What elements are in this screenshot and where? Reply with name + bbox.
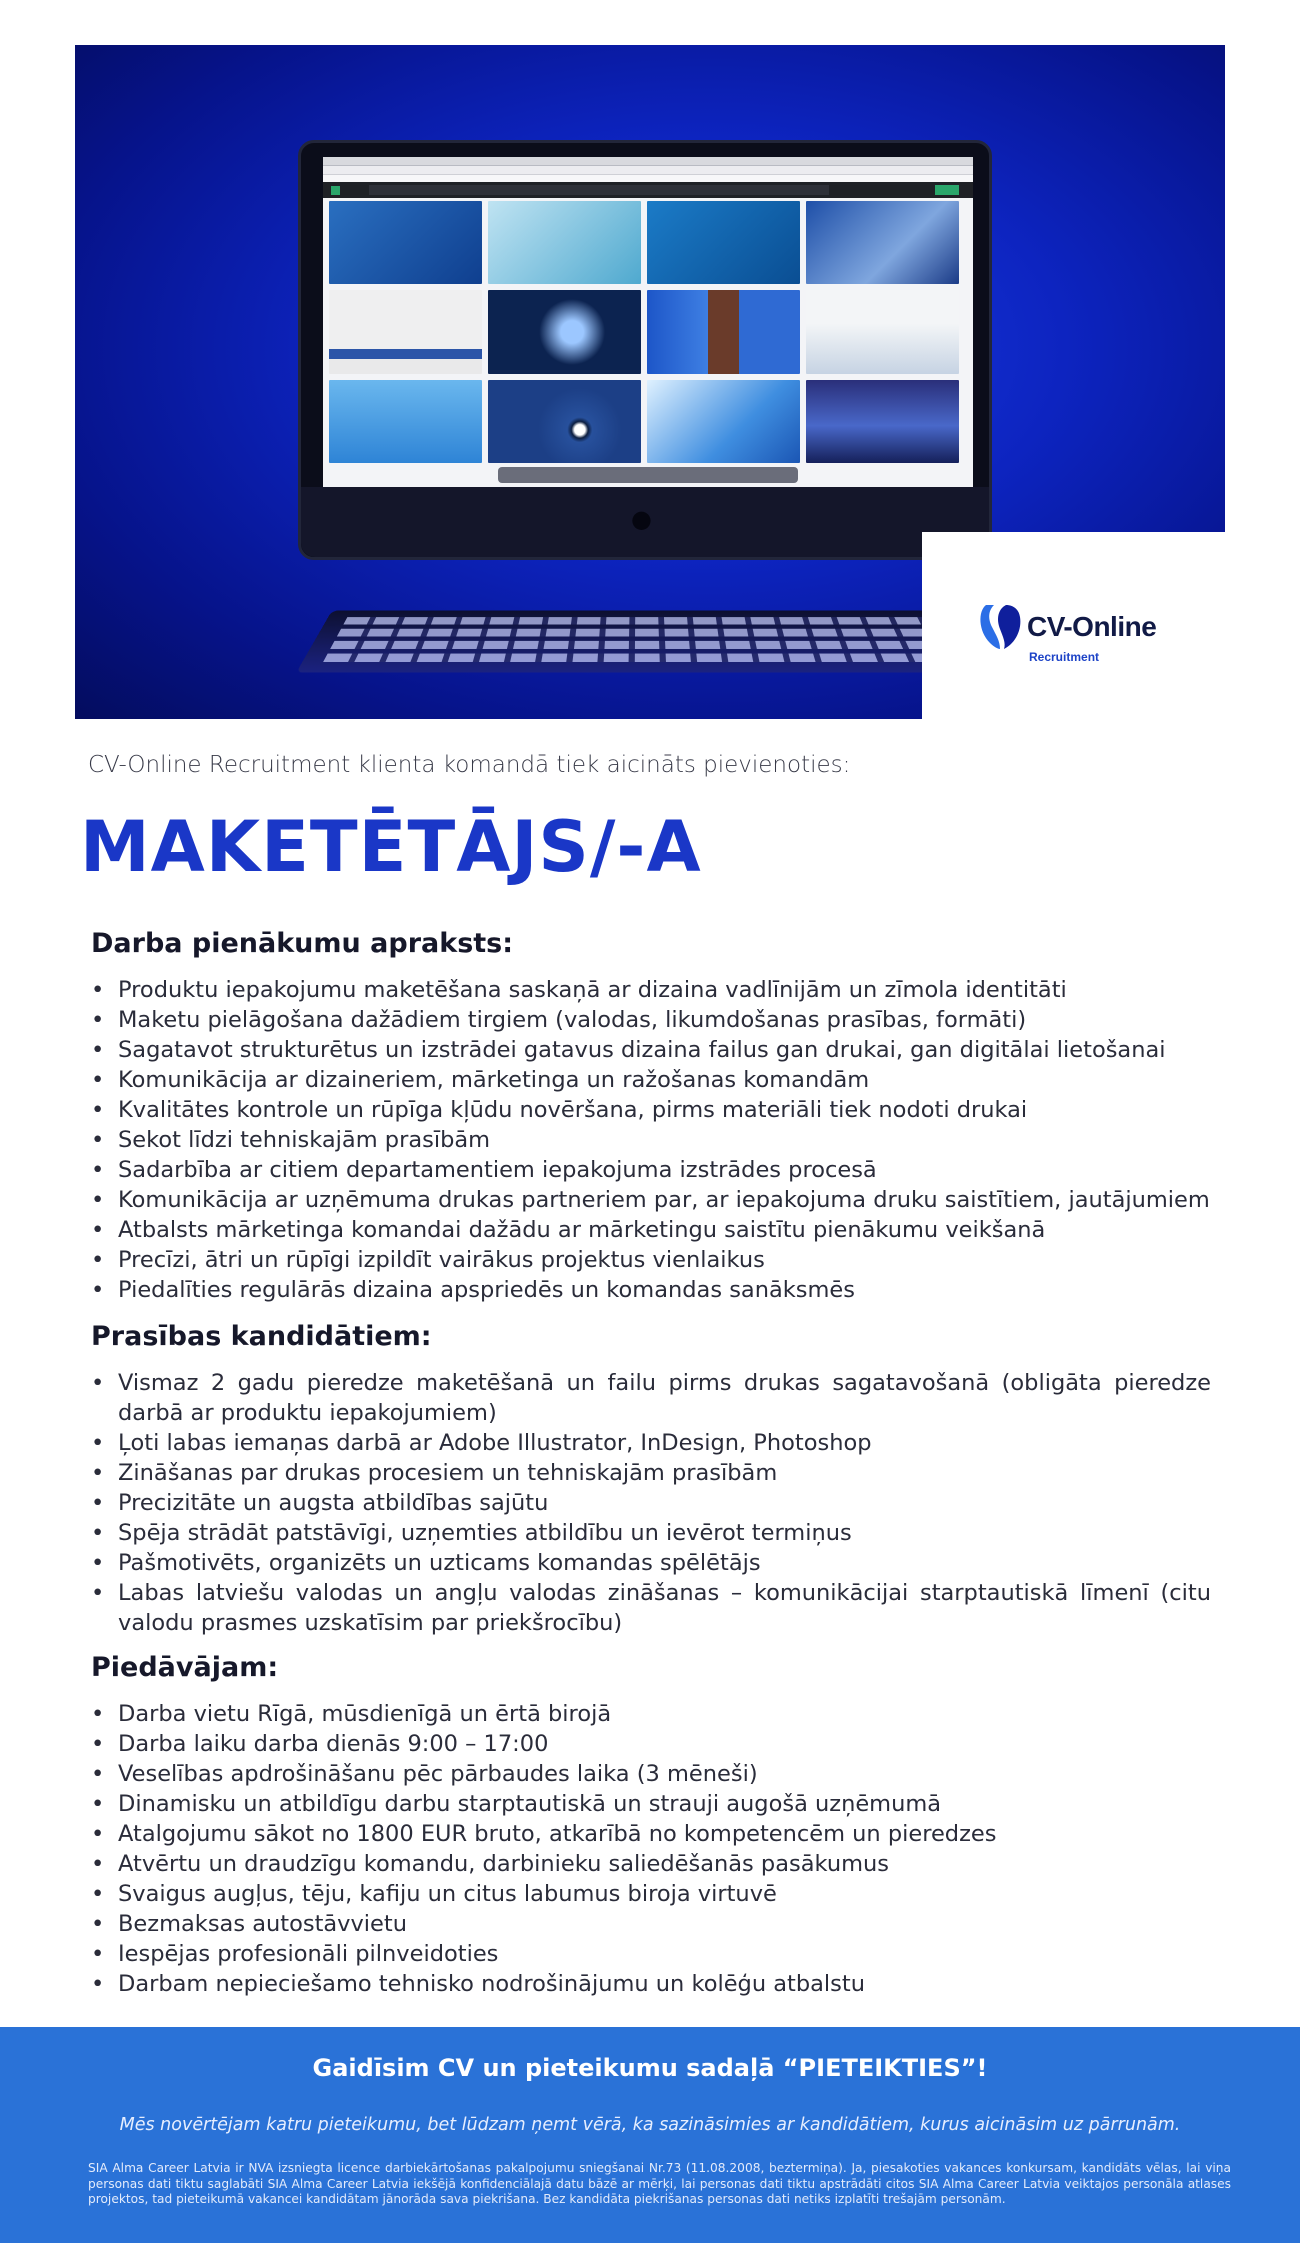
list-item: • Atalgojumu sākot no 1800 EUR bruto, atkarībā no kompetencēm un pieredzes: [91, 1819, 1211, 1849]
intro-text: CV-Online Recruitment klienta komandā tiek aicināts pievienoties:: [88, 752, 851, 778]
photo-thumbnail: [806, 290, 959, 373]
list-item: • Darbam nepieciešamo tehnisko nodrošinājumu un kolēģu atbalstu: [91, 1969, 1211, 1999]
duties-list: [91, 975, 1211, 1305]
list-item: • Piedalīties regulārās dizaina apspriedēs un komandas sanāksmēs: [91, 1275, 1211, 1305]
list-item: • Kvalitātes kontrole un rūpīga kļūdu novēršana, pirms materiāli tiek nodoti drukai: [91, 1095, 1211, 1125]
list-item: • Darba laiku darba dienās 9:00 – 17:00: [91, 1729, 1211, 1759]
photo-thumbnail: [647, 201, 800, 284]
list-item: • Sadarbība ar citiem departamentiem iepakojuma izstrādes procesā: [91, 1155, 1211, 1185]
website-logo-icon: [331, 186, 340, 195]
photo-thumbnail: [329, 201, 482, 284]
website-join-button: [935, 185, 959, 195]
list-item: • Precīzi, ātri un rūpīgi izpildīt vairākus projektus vienlaikus: [91, 1245, 1211, 1275]
list-item: • Maketu pielāgošana dažādiem tirgiem (valodas, likumdošanas prasības, formāti): [91, 1005, 1211, 1035]
photo-thumbnail: [329, 290, 482, 373]
website-search: [369, 185, 829, 195]
company-logo: [922, 532, 1225, 719]
footer-note: Mēs novērtējam katru pieteikumu, bet lūdzam ņemt vērā, ka sazināsimies ar kandidātiem, kurus aicināsim uz pārrunām.: [119, 2115, 1181, 2135]
list-item: • Atbalsts mārketinga komandai dažādu ar mārketingu saistītu pienākumu veikšanā: [91, 1215, 1211, 1245]
photo-thumbnail: [329, 380, 482, 463]
photo-thumbnail: [806, 380, 959, 463]
list-item: • Spēja strādāt patstāvīgi, uzņemties atbildību un ievērot termiņus: [91, 1518, 1211, 1548]
requirements-list: [91, 1368, 1211, 1638]
photo-thumbnail: [647, 290, 800, 373]
photo-thumbnail: [806, 201, 959, 284]
list-item: • Darba vietu Rīgā, mūsdienīgā un ērtā birojā: [91, 1699, 1211, 1729]
job-title: MAKETĒTĀJS/-A: [80, 806, 702, 888]
list-item: • Iespējas profesionāli pilnveidoties: [91, 1939, 1211, 1969]
logo-wordmark: CV-Online: [1027, 611, 1157, 642]
browser-url-bar: [323, 166, 973, 175]
list-item: • Veselības apdrošināšanu pēc pārbaudes laika (3 mēneši): [91, 1759, 1211, 1789]
app-dock: [498, 467, 798, 483]
photo-thumbnail: [647, 380, 800, 463]
photo-grid: [329, 201, 959, 463]
keyboard-row: [337, 629, 943, 637]
list-item: • Precizitāte un augsta atbildības sajūtu: [91, 1488, 1211, 1518]
keyboard-row: [343, 617, 936, 624]
list-item: • Bezmaksas autostāvvietu: [91, 1909, 1211, 1939]
list-item: • Vismaz 2 gadu pieredze maketēšanā un failu pirms drukas sagatavošanā (obligāta pieredze darbā ar produktu iepakojumiem): [91, 1368, 1211, 1428]
footer-banner: [0, 2027, 1300, 2243]
list-item: • Sagatavot strukturētus un izstrādei gatavus dizaina failus gan drukai, gan digitālai lietošanai: [91, 1035, 1211, 1065]
section-heading: Piedāvājam:: [91, 1652, 279, 1683]
keyboard-row: [323, 654, 957, 662]
list-item: • Svaigus augļus, tēju, kafiju un citus labumus biroja virtuvē: [91, 1879, 1211, 1909]
section-heading: Prasības kandidātiem:: [91, 1321, 432, 1352]
list-item: • Sekot līdzi tehniskajām prasībām: [91, 1125, 1211, 1155]
apply-call-to-action: Gaidīsim CV un pieteikumu sadaļā “PIETEIKTIES”!: [312, 2054, 988, 2082]
requirements-section: [91, 1321, 1211, 1638]
list-item: • Komunikācija ar uzņēmuma drukas partneriem par, ar iepakojuma druku saistītiem, jautājumiem: [91, 1185, 1211, 1215]
monitor-screen: [323, 157, 973, 487]
website-header: [323, 182, 973, 198]
list-item: • Pašmotivēts, organizēts un uzticams komandas spēlētājs: [91, 1548, 1211, 1578]
apple-logo-icon: ●: [631, 505, 652, 533]
monitor-chin: [301, 487, 989, 557]
browser-title-bar: [323, 175, 973, 182]
keyboard-row: [330, 641, 950, 649]
menu-bar: [323, 157, 973, 166]
photo-thumbnail: [488, 290, 641, 373]
keyboard-illustration: [296, 611, 984, 673]
section-heading: Darba pienākumu apraksts:: [91, 928, 514, 959]
offer-list: [91, 1699, 1211, 1999]
cv-online-logo-icon: [976, 601, 1024, 653]
computer-monitor-illustration: [298, 140, 992, 560]
legal-disclaimer: SIA Alma Career Latvia ir NVA izsniegta licence darbiekārtošanas pakalpojumu sniegšanai Nr.73 (11.08.2008, beztermiņa). Ja, piesakoties vakances konkursam, kandidāts vēlas, lai viņa personas dati tiktu saglabāti SIA Alma Career Latvia iekšējā konfidenciālajā datu bāzē ar mērķi, lai personas dati tiktu apstrādāti citos SIA Alma Career Latvia veiktajos personāla atlases projektos, tad pieteikumā vakancei kandidātam jānorāda sava piekrišana. Bez kandidāta piekrišanas personas dati netiks izplatīti trešajām personām.: [88, 2161, 1231, 2206]
list-item: • Produktu iepakojumu maketēšana saskaņā ar dizaina vadlīnijām un zīmola identitāti: [91, 975, 1211, 1005]
list-item: • Zināšanas par drukas procesiem un tehniskajām prasībām: [91, 1458, 1211, 1488]
duties-section: [91, 928, 1211, 1305]
photo-thumbnail: [488, 380, 641, 463]
list-item: • Atvērtu un draudzīgu komandu, darbinieku saliedēšanās pasākumus: [91, 1849, 1211, 1879]
list-item: • Ļoti labas iemaņas darbā ar Adobe Illustrator, InDesign, Photoshop: [91, 1428, 1211, 1458]
list-item: • Komunikācija ar dizaineriem, mārketinga un ražošanas komandām: [91, 1065, 1211, 1095]
offer-section: [91, 1652, 1211, 1999]
list-item: • Labas latviešu valodas un angļu valodas zināšanas – komunikācijai starptautiskā līmenī (citu valodu prasmes uzskatīsim par priekšrocību): [91, 1578, 1211, 1638]
list-item: • Dinamisku un atbildīgu darbu starptautiskā un strauji augošā uzņēmumā: [91, 1789, 1211, 1819]
photo-thumbnail: [488, 201, 641, 284]
logo-subtitle: Recruitment: [1029, 650, 1100, 664]
